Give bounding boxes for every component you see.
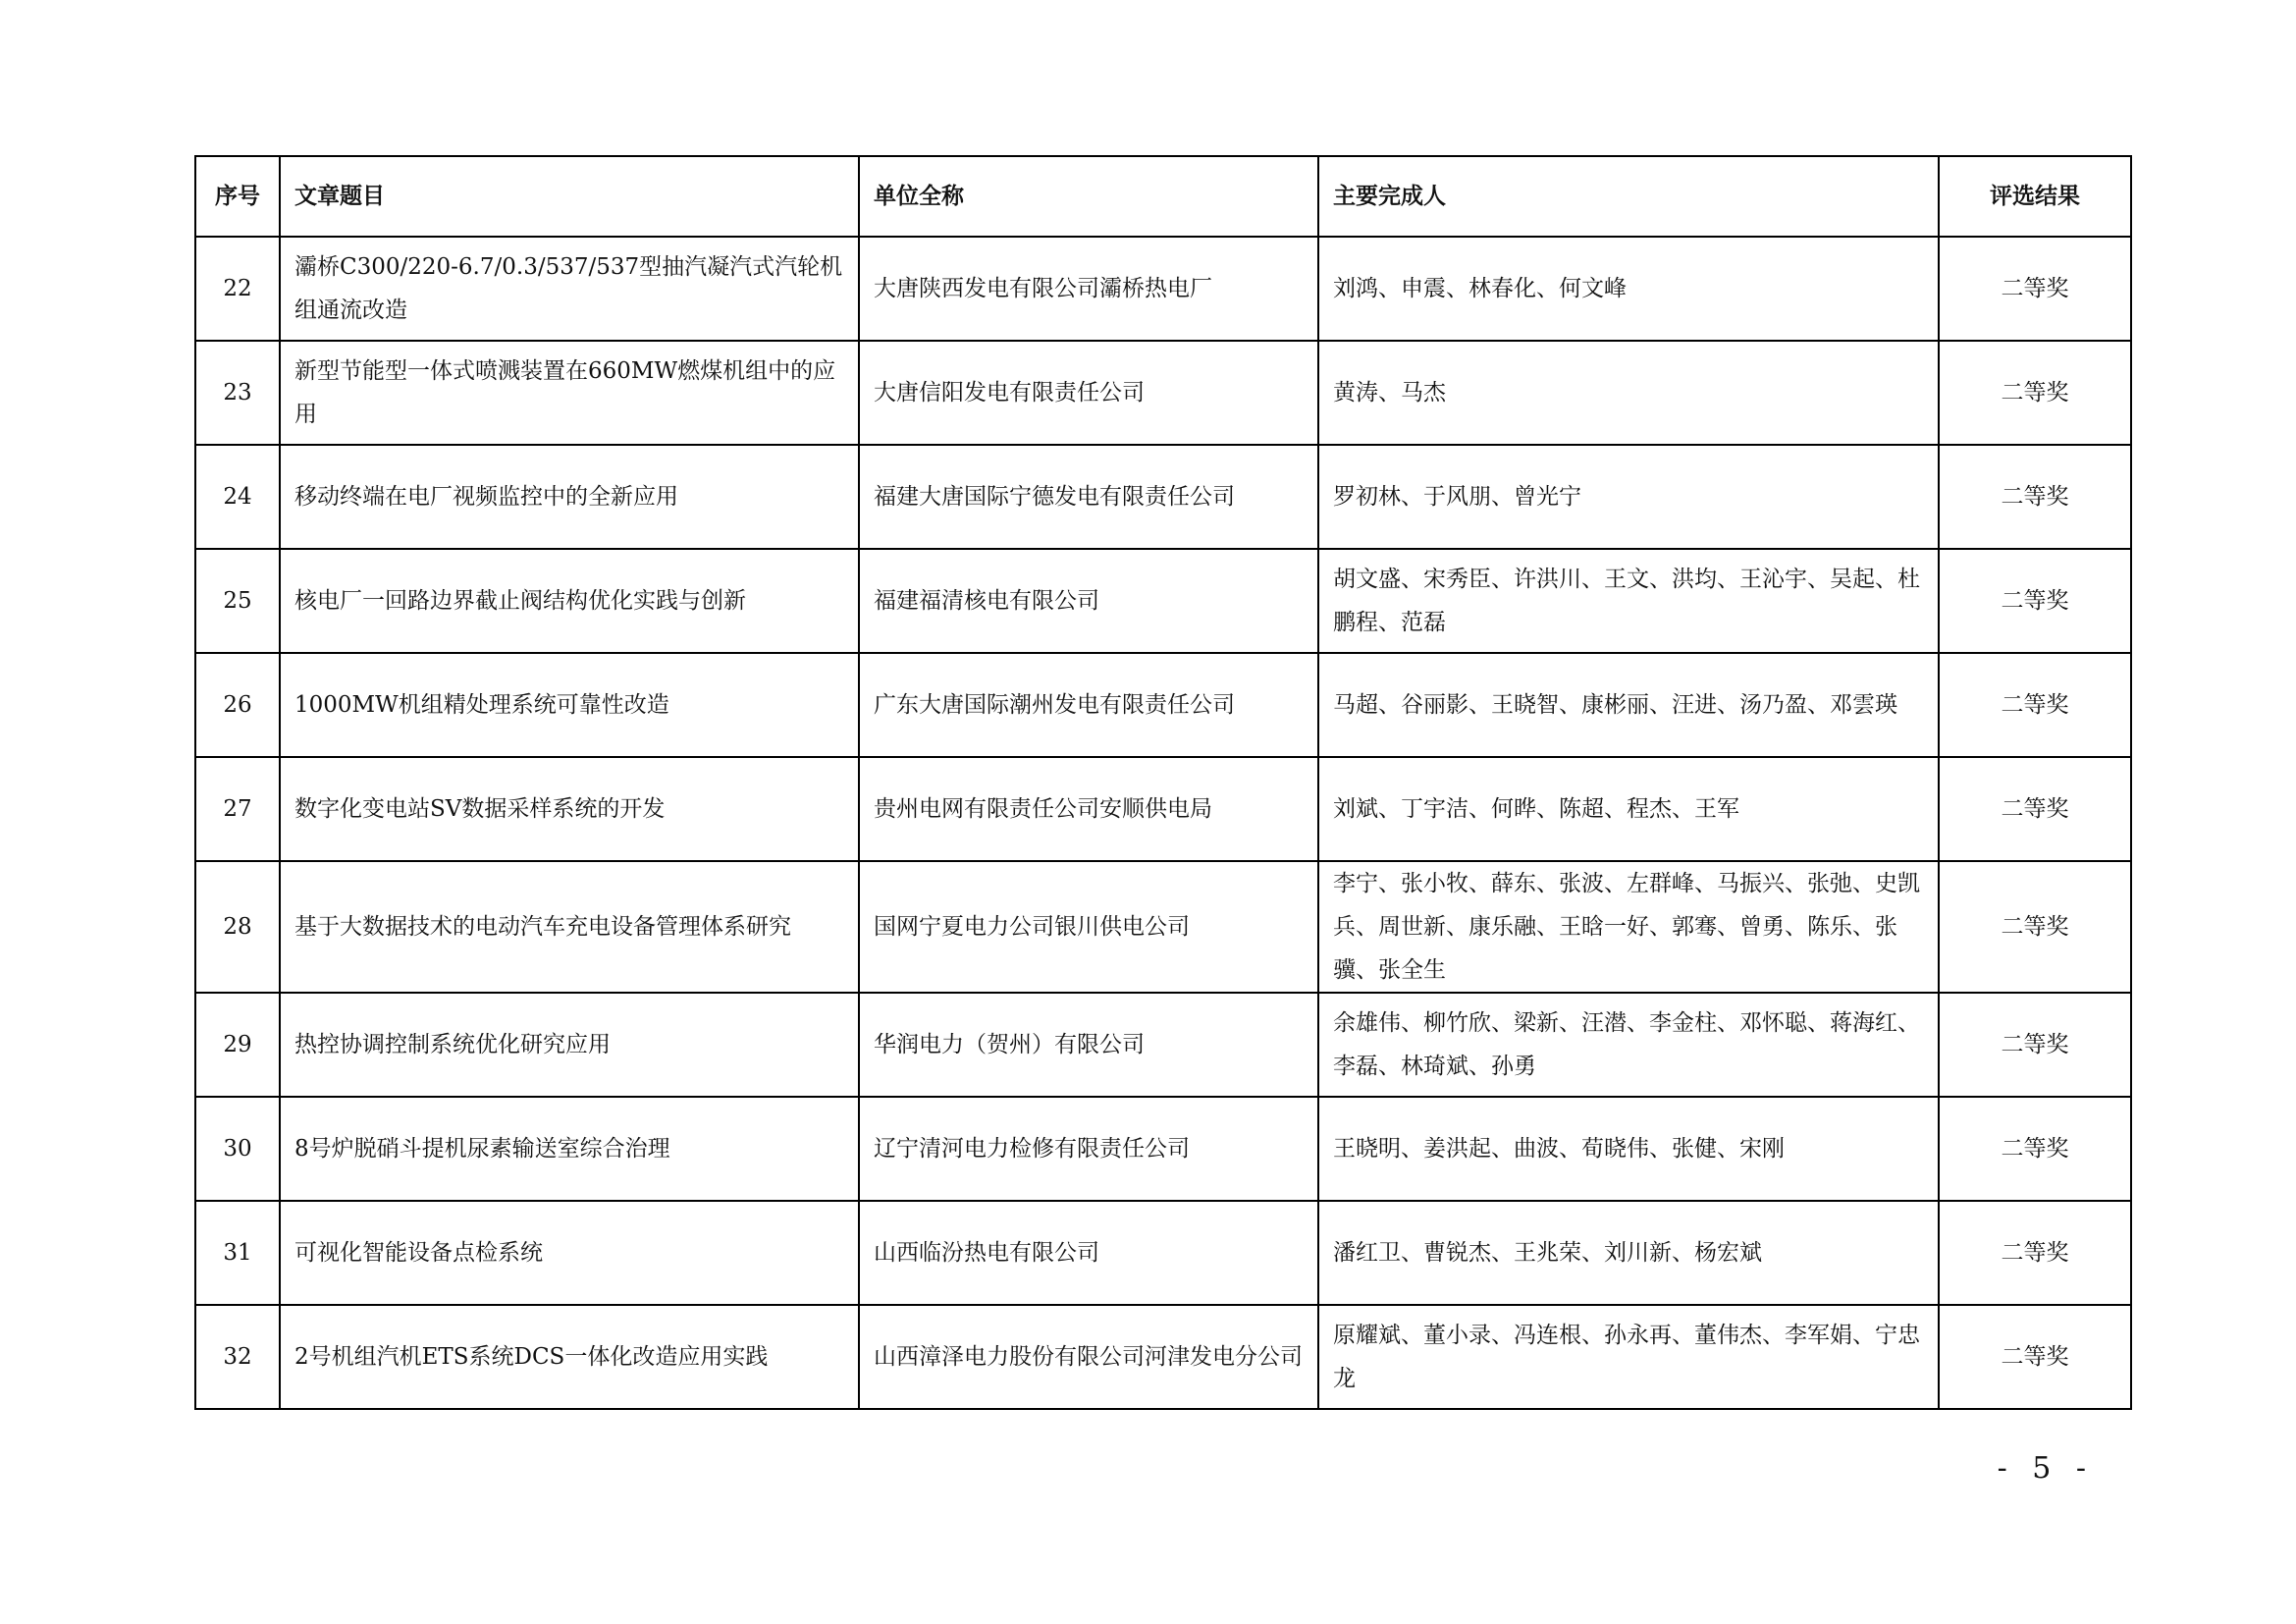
row-title: 2号机组汽机ETS系统DCS一体化改造应用实践 [280,1305,859,1409]
table-row [195,861,2131,993]
row-result: 二等奖 [1939,1305,2131,1409]
row-authors: 余雄伟、柳竹欣、梁新、汪潜、李金柱、邓怀聪、蒋海红、李磊、林琦斌、孙勇 [1318,993,1939,1097]
row-authors: 李宁、张小牧、薛东、张波、左群峰、马振兴、张弛、史凯兵、周世新、康乐融、王晗一好、郭骞、曾勇、陈乐、张骥、张全生 [1318,861,1939,993]
row-result: 二等奖 [1939,757,2131,861]
row-authors: 马超、谷丽影、王晓智、康彬丽、汪进、汤乃盈、邓雲瑛 [1318,653,1939,757]
awards-table [194,155,2132,1410]
table-row [195,445,2131,549]
row-unit: 山西漳泽电力股份有限公司河津发电分公司 [859,1305,1318,1409]
row-unit: 贵州电网有限责任公司安顺供电局 [859,757,1318,861]
page-number: - 5 - [1997,1451,2094,1486]
table-row [195,653,2131,757]
row-authors: 胡文盛、宋秀臣、许洪川、王文、洪均、王沁宇、吴起、杜鹏程、范磊 [1318,549,1939,653]
header-unit: 单位全称 [859,156,1318,237]
header-result: 评选结果 [1939,156,2131,237]
table-row [195,237,2131,341]
table-row [195,1305,2131,1409]
row-unit: 广东大唐国际潮州发电有限责任公司 [859,653,1318,757]
row-authors: 原耀斌、董小录、冯连根、孙永再、董伟杰、李军娟、宁忠龙 [1318,1305,1939,1409]
row-authors: 刘鸿、申震、林春化、何文峰 [1318,237,1939,341]
row-result: 二等奖 [1939,341,2131,445]
row-title: 可视化智能设备点检系统 [280,1201,859,1305]
table-row [195,757,2131,861]
row-unit: 福建福清核电有限公司 [859,549,1318,653]
row-unit: 大唐陕西发电有限公司灞桥热电厂 [859,237,1318,341]
row-no: 31 [195,1201,280,1305]
table-row [195,993,2131,1097]
table-row [195,1201,2131,1305]
row-result: 二等奖 [1939,653,2131,757]
row-title: 热控协调控制系统优化研究应用 [280,993,859,1097]
row-result: 二等奖 [1939,861,2131,993]
row-unit: 山西临汾热电有限公司 [859,1201,1318,1305]
row-title: 1000MW机组精处理系统可靠性改造 [280,653,859,757]
table-header-row [195,156,2131,237]
header-title: 文章题目 [280,156,859,237]
row-title: 核电厂一回路边界截止阀结构优化实践与创新 [280,549,859,653]
row-unit: 华润电力（贺州）有限公司 [859,993,1318,1097]
row-no: 27 [195,757,280,861]
row-result: 二等奖 [1939,1097,2131,1201]
row-unit: 国网宁夏电力公司银川供电公司 [859,861,1318,993]
row-no: 24 [195,445,280,549]
row-unit: 大唐信阳发电有限责任公司 [859,341,1318,445]
row-title: 数字化变电站SV数据采样系统的开发 [280,757,859,861]
row-no: 30 [195,1097,280,1201]
table-row [195,1097,2131,1201]
row-result: 二等奖 [1939,549,2131,653]
header-no: 序号 [195,156,280,237]
row-title: 基于大数据技术的电动汽车充电设备管理体系研究 [280,861,859,993]
row-result: 二等奖 [1939,445,2131,549]
row-title: 8号炉脱硝斗提机尿素输送室综合治理 [280,1097,859,1201]
row-no: 29 [195,993,280,1097]
row-authors: 罗初林、于风朋、曾光宁 [1318,445,1939,549]
row-result: 二等奖 [1939,993,2131,1097]
row-no: 25 [195,549,280,653]
row-authors: 黄涛、马杰 [1318,341,1939,445]
row-result: 二等奖 [1939,237,2131,341]
table-row [195,549,2131,653]
row-title: 新型节能型一体式喷溅装置在660MW燃煤机组中的应用 [280,341,859,445]
row-no: 23 [195,341,280,445]
row-title: 灞桥C300/220-6.7/0.3/537/537型抽汽凝汽式汽轮机组通流改造 [280,237,859,341]
row-no: 22 [195,237,280,341]
row-title: 移动终端在电厂视频监控中的全新应用 [280,445,859,549]
row-no: 32 [195,1305,280,1409]
header-authors: 主要完成人 [1318,156,1939,237]
table-row [195,341,2131,445]
row-no: 28 [195,861,280,993]
row-result: 二等奖 [1939,1201,2131,1305]
row-authors: 刘斌、丁宇洁、何晔、陈超、程杰、王军 [1318,757,1939,861]
row-unit: 辽宁清河电力检修有限责任公司 [859,1097,1318,1201]
row-unit: 福建大唐国际宁德发电有限责任公司 [859,445,1318,549]
row-authors: 王晓明、姜洪起、曲波、荀晓伟、张健、宋刚 [1318,1097,1939,1201]
row-no: 26 [195,653,280,757]
row-authors: 潘红卫、曹锐杰、王兆荣、刘川新、杨宏斌 [1318,1201,1939,1305]
